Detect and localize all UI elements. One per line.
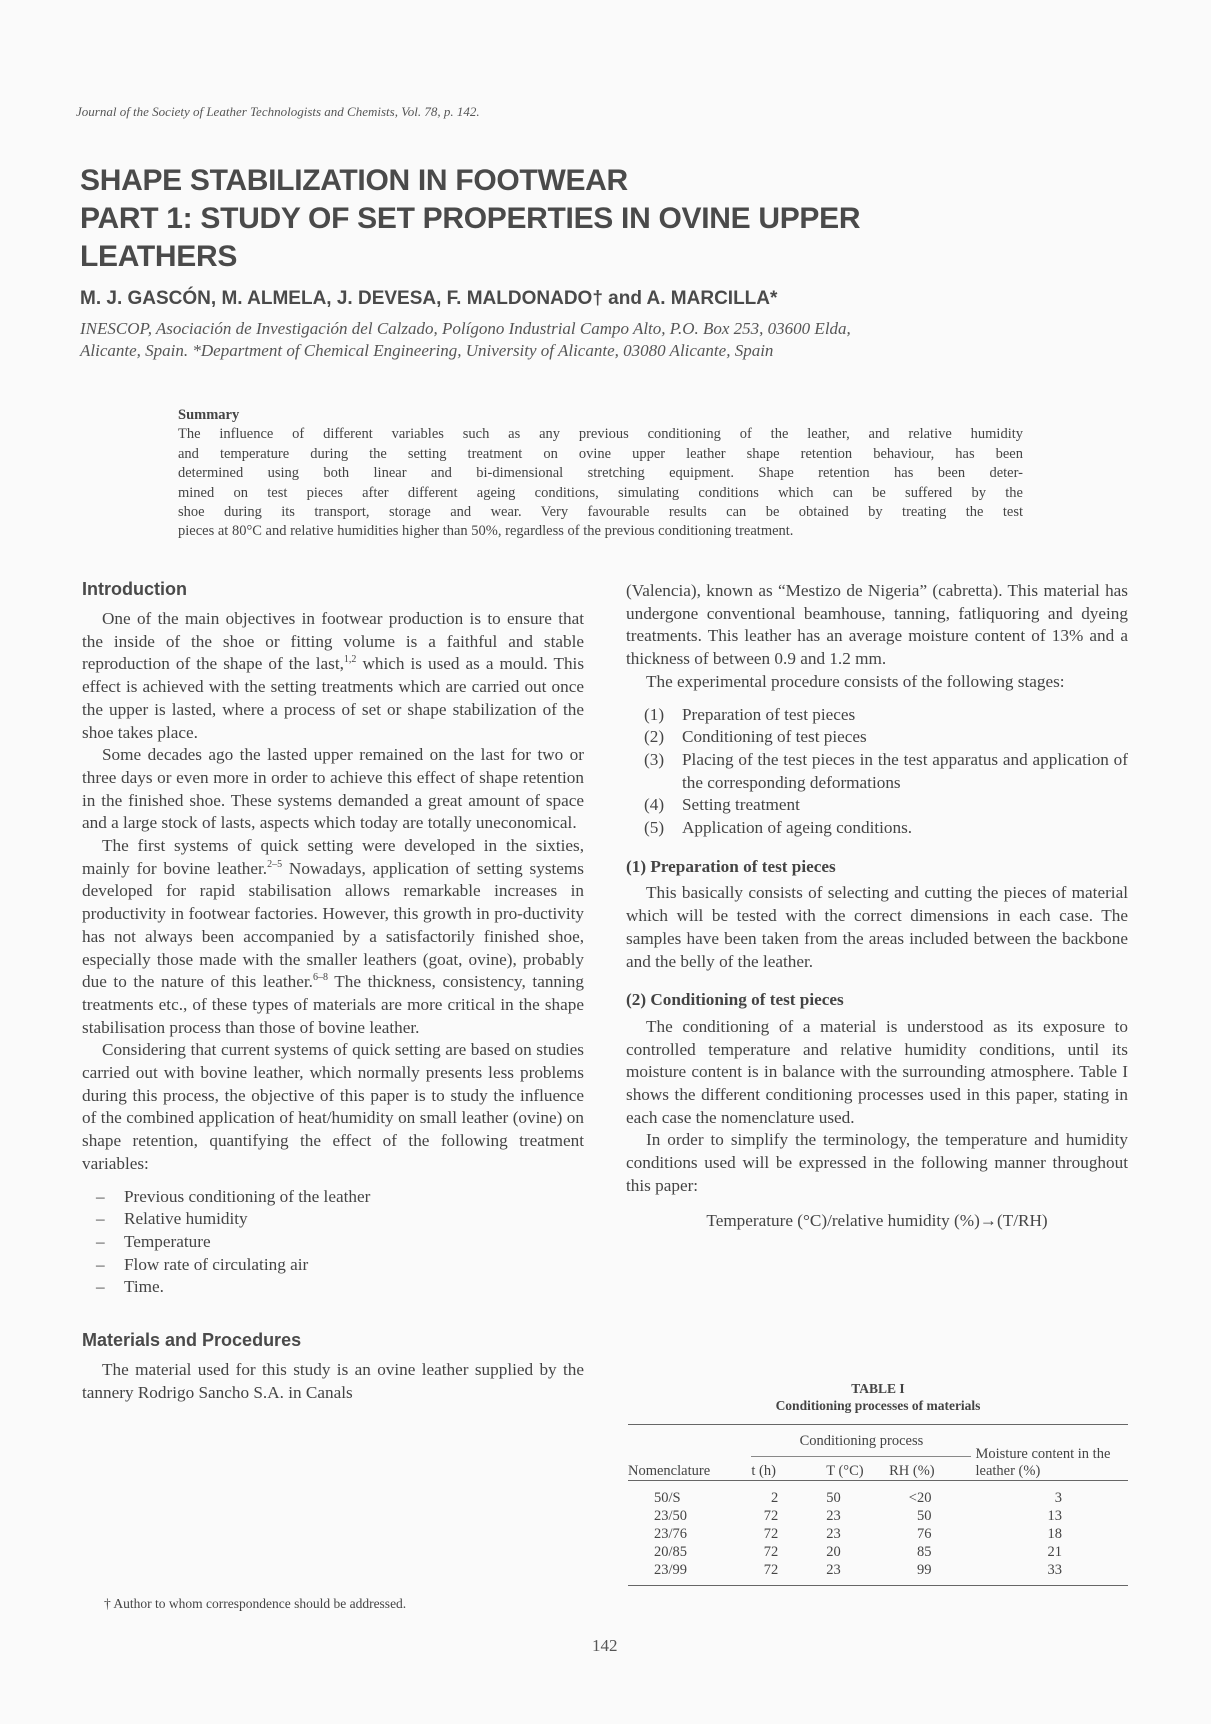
cell-nomenclature: 23/50 [654,1508,688,1524]
list-item-text: Time. [124,1277,164,1297]
table-caption: Conditioning processes of materials [775,1398,981,1413]
text: Some decades ago the lasted upper remained on the last for two or three days or even more in order to achieve this effect of shape retention in the finished shoe. These systems demanded a great amount of space and a large stock of lasts, aspects which today are totally uneconomical. [82,745,584,833]
cell-moisture: 21 [1047,1544,1062,1560]
notation-formula: Temperature (°C)/relative humidity (%)→(T/RH) [706,1210,1048,1230]
journal-citation: Journal of the Society of Leather Technologists and Chemists, Vol. 78, p. 142. [76,104,480,119]
table-header-row-1 [628,1425,1128,1457]
list-item-text: Application of ageing conditions. [682,818,913,838]
table-header-rh: RH (%) [889,1463,935,1479]
table-label: TABLE I [851,1381,905,1396]
dash-bullet: – [96,1231,105,1251]
intro-paragraph-2 [82,744,584,835]
summary-heading: Summary [178,407,240,423]
list-item [82,1186,584,1209]
citation-superscript: 6–8 [312,972,328,984]
list-item [82,1254,584,1277]
cell-nomenclature: 50/S [654,1490,681,1506]
table-header-nomenclature: Nomenclature [628,1463,711,1479]
table-header-temperature: T (°C) [826,1463,864,1479]
cell-rh: 76 [916,1526,932,1542]
table-row [628,1525,1128,1543]
list-item-text: Previous conditioning of the leather [124,1186,371,1206]
text: The thickness, consistency, tanning treatments etc., of these types of materials are more critical in the shape stabilisation process than those of bovine leather. [82,972,584,1037]
materials-paragraph-1-continued: (Valencia), known as “Mestizo de Nigeria” (cabretta). This material has undergone conventional beamhouse, tanning, fatliquoring and dyeing treatments. This leather has an average moisture content of 13% and a thickness of between 0.9 and 1.2 mm. [626,581,1128,669]
cell-temperature: 50 [826,1490,841,1506]
table-header-moisture: Moisture content in the leather (%) [975,1446,1111,1479]
cell-moisture: 33 [1047,1562,1062,1578]
cell-rh: 85 [916,1544,932,1560]
title-line: LEATHERS [80,240,238,273]
stages-list [626,704,1128,840]
citation-superscript: 1,2 [343,654,357,666]
list-item [626,794,1128,817]
list-item-text: Preparation of test pieces [682,704,856,724]
text: which is used as a mould. This effect is achieved with the setting treatments which are carried out once the upper is lasted, where a process of set or shape stabilization of the shoe takes place. [82,654,585,742]
list-item [82,1208,584,1231]
affiliation-line: INESCOP, Asociación de Investigación del Calzado, Polígono Industrial Campo Alto, P.O. Box 253, 03600 Elda, [80,319,851,338]
cell-temperature: 20 [826,1544,841,1560]
list-item-text: Relative humidity [124,1209,248,1229]
affiliation [80,318,1080,362]
conditioning-table [628,1424,1128,1586]
cell-rh: <20 [908,1490,932,1506]
table-row [628,1561,1128,1579]
list-item [626,817,1128,840]
conditioning-paragraph-1 [626,1016,1128,1130]
cell-time: 2 [770,1490,779,1506]
cell-temperature: 23 [826,1562,841,1578]
intro-paragraph-3 [82,835,584,1039]
materials-paragraph-1 [82,1359,584,1404]
cell-time: 72 [763,1562,779,1578]
cell-temperature: 23 [826,1508,841,1524]
table-row [628,1543,1128,1561]
table-row [628,1507,1128,1525]
cell-moisture: 13 [1047,1508,1062,1524]
text: In order to simplify the terminology, the temperature and humidity conditions used will be expressed in the following manner throughout this paper: [626,1130,1128,1195]
list-number: (4) [644,795,665,815]
title-line: SHAPE STABILIZATION IN FOOTWEAR [80,164,628,197]
list-item [82,1276,584,1299]
text: The first systems of quick setting were developed in the sixties, mainly for bovine leather. [82,836,584,878]
conditioning-paragraph-2 [626,1129,1128,1197]
table-group-header: Conditioning process [751,1425,971,1457]
table-row [628,1489,1128,1507]
list-item [626,749,1128,794]
left-column [82,578,584,1405]
cell-time: 72 [763,1544,779,1560]
cell-rh: 99 [916,1562,932,1578]
introduction-heading: Introduction [82,579,187,599]
subsection-heading-conditioning: (2) Conditioning of test pieces [626,990,844,1010]
cell-moisture: 3 [1054,1490,1062,1506]
summary-line: and temperature during the setting treatment on ovine upper leather shape retention behaviour, has been [178,445,1023,462]
list-item [626,726,1128,749]
text: The experimental procedure consists of the following stages: [646,671,1065,691]
intro-paragraph-4 [82,1039,584,1175]
dash-bullet: – [96,1186,105,1206]
summary-line: determined using both linear and bi-dimensional stretching equipment. Shape retention has been deter- [178,465,1023,482]
text: This basically consists of selecting and cutting the pieces of material which will be tested with the correct dimensions in each case. The samples have been taken from the areas included between the backbone and the belly of the leather. [626,883,1128,971]
citation-superscript: 2–5 [267,858,283,870]
author-list: M. J. GASCÓN, M. ALMELA, J. DEVESA, F. MALDONADO† and A. MARCILLA* [80,288,778,309]
list-number: (2) [644,727,665,747]
summary-line: mined on test pieces after different ageing conditions, simulating conditions which can be suffered by the [178,484,1023,501]
summary-line: shoe during its transport, storage and wear. Very favourable results can be obtained by treating the test [178,504,1023,521]
dash-bullet: – [96,1209,105,1229]
list-item [82,1231,584,1254]
summary-block [178,406,1023,542]
page-number: 142 [592,1636,618,1655]
list-item-text: Temperature [124,1231,211,1251]
right-column [626,580,1128,1232]
list-item-text: Setting treatment [682,795,800,815]
materials-paragraph-2 [626,671,1128,694]
list-number: (5) [644,818,665,838]
variables-list [82,1186,584,1300]
cell-nomenclature: 23/99 [654,1562,688,1578]
cell-rh: 50 [916,1508,932,1524]
dash-bullet: – [96,1277,105,1297]
footnote: † Author to whom correspondence should be addressed. [104,1596,407,1611]
list-number: (1) [644,704,665,724]
dash-bullet: – [96,1254,105,1274]
text: One of the main objectives in footwear production is to ensure that the inside of the shoe or fitting volume is a faithful and stable reproduction of the shape of the last, [82,609,584,674]
list-item-text: Flow rate of circulating air [124,1254,309,1274]
title-line: PART 1: STUDY OF SET PROPERTIES IN OVINE UPPER [80,202,861,235]
list-number: (3) [644,749,665,769]
summary-line: The influence of different variables such as any previous conditioning of the leather, and relative humidity [178,426,1023,443]
list-item [626,704,1128,727]
table-header-time: t (h) [751,1463,776,1479]
table-1 [628,1380,1128,1586]
intro-paragraph-1 [82,608,584,744]
affiliation-line: Alicante, Spain. *Department of Chemical Engineering, University of Alicante, 03080 Alicante, Spain [80,341,774,360]
summary-line: pieces at 80°C and relative humidities higher than 50%, regardless of the previous conditioning treatment. [178,523,794,540]
cell-time: 72 [763,1508,779,1524]
paper-title [80,162,1080,276]
subsection-heading-preparation: (1) Preparation of test pieces [626,856,836,876]
list-item-text: Conditioning of test pieces [682,727,867,747]
cell-nomenclature: 20/85 [654,1544,688,1560]
text: Considering that current systems of quick setting are based on studies carried out with bovine leather, which normally presents less problems during this process, the objective of this paper is to study the influence of the combined application of heat/humidity on small leather (ovine) on shape retention, quantifying the effect of the following treatment variables: [82,1040,584,1173]
cell-moisture: 18 [1047,1526,1062,1542]
cell-time: 72 [763,1526,779,1542]
text: Nowadays, application of setting systems developed for rapid stabilisation allows remarkable increases in productivity in footwear factories. However, this growth in pro-ductivity has not always been accompanied by a satisfactorily finished shoe, especially those made with the smaller leathers (goat, ovine), probably due to the nature of this leather. [82,858,584,992]
cell-temperature: 23 [826,1526,841,1542]
text: The material used for this study is an ovine leather supplied by the tannery Rodrigo Sancho S.A. in Canals [82,1360,584,1402]
materials-heading: Materials and Procedures [82,1330,302,1351]
list-item-text: Placing of the test pieces in the test apparatus and application of the corresponding deformations [682,749,1128,792]
cell-nomenclature: 23/76 [654,1526,688,1542]
text: The conditioning of a material is understood as its exposure to controlled temperature and relative humidity conditions, until its moisture content is in balance with the surrounding atmosphere. Table I shows the different conditioning processes used in this paper, stating in each case the nomenclature used. [626,1016,1128,1127]
preparation-paragraph [626,882,1128,973]
